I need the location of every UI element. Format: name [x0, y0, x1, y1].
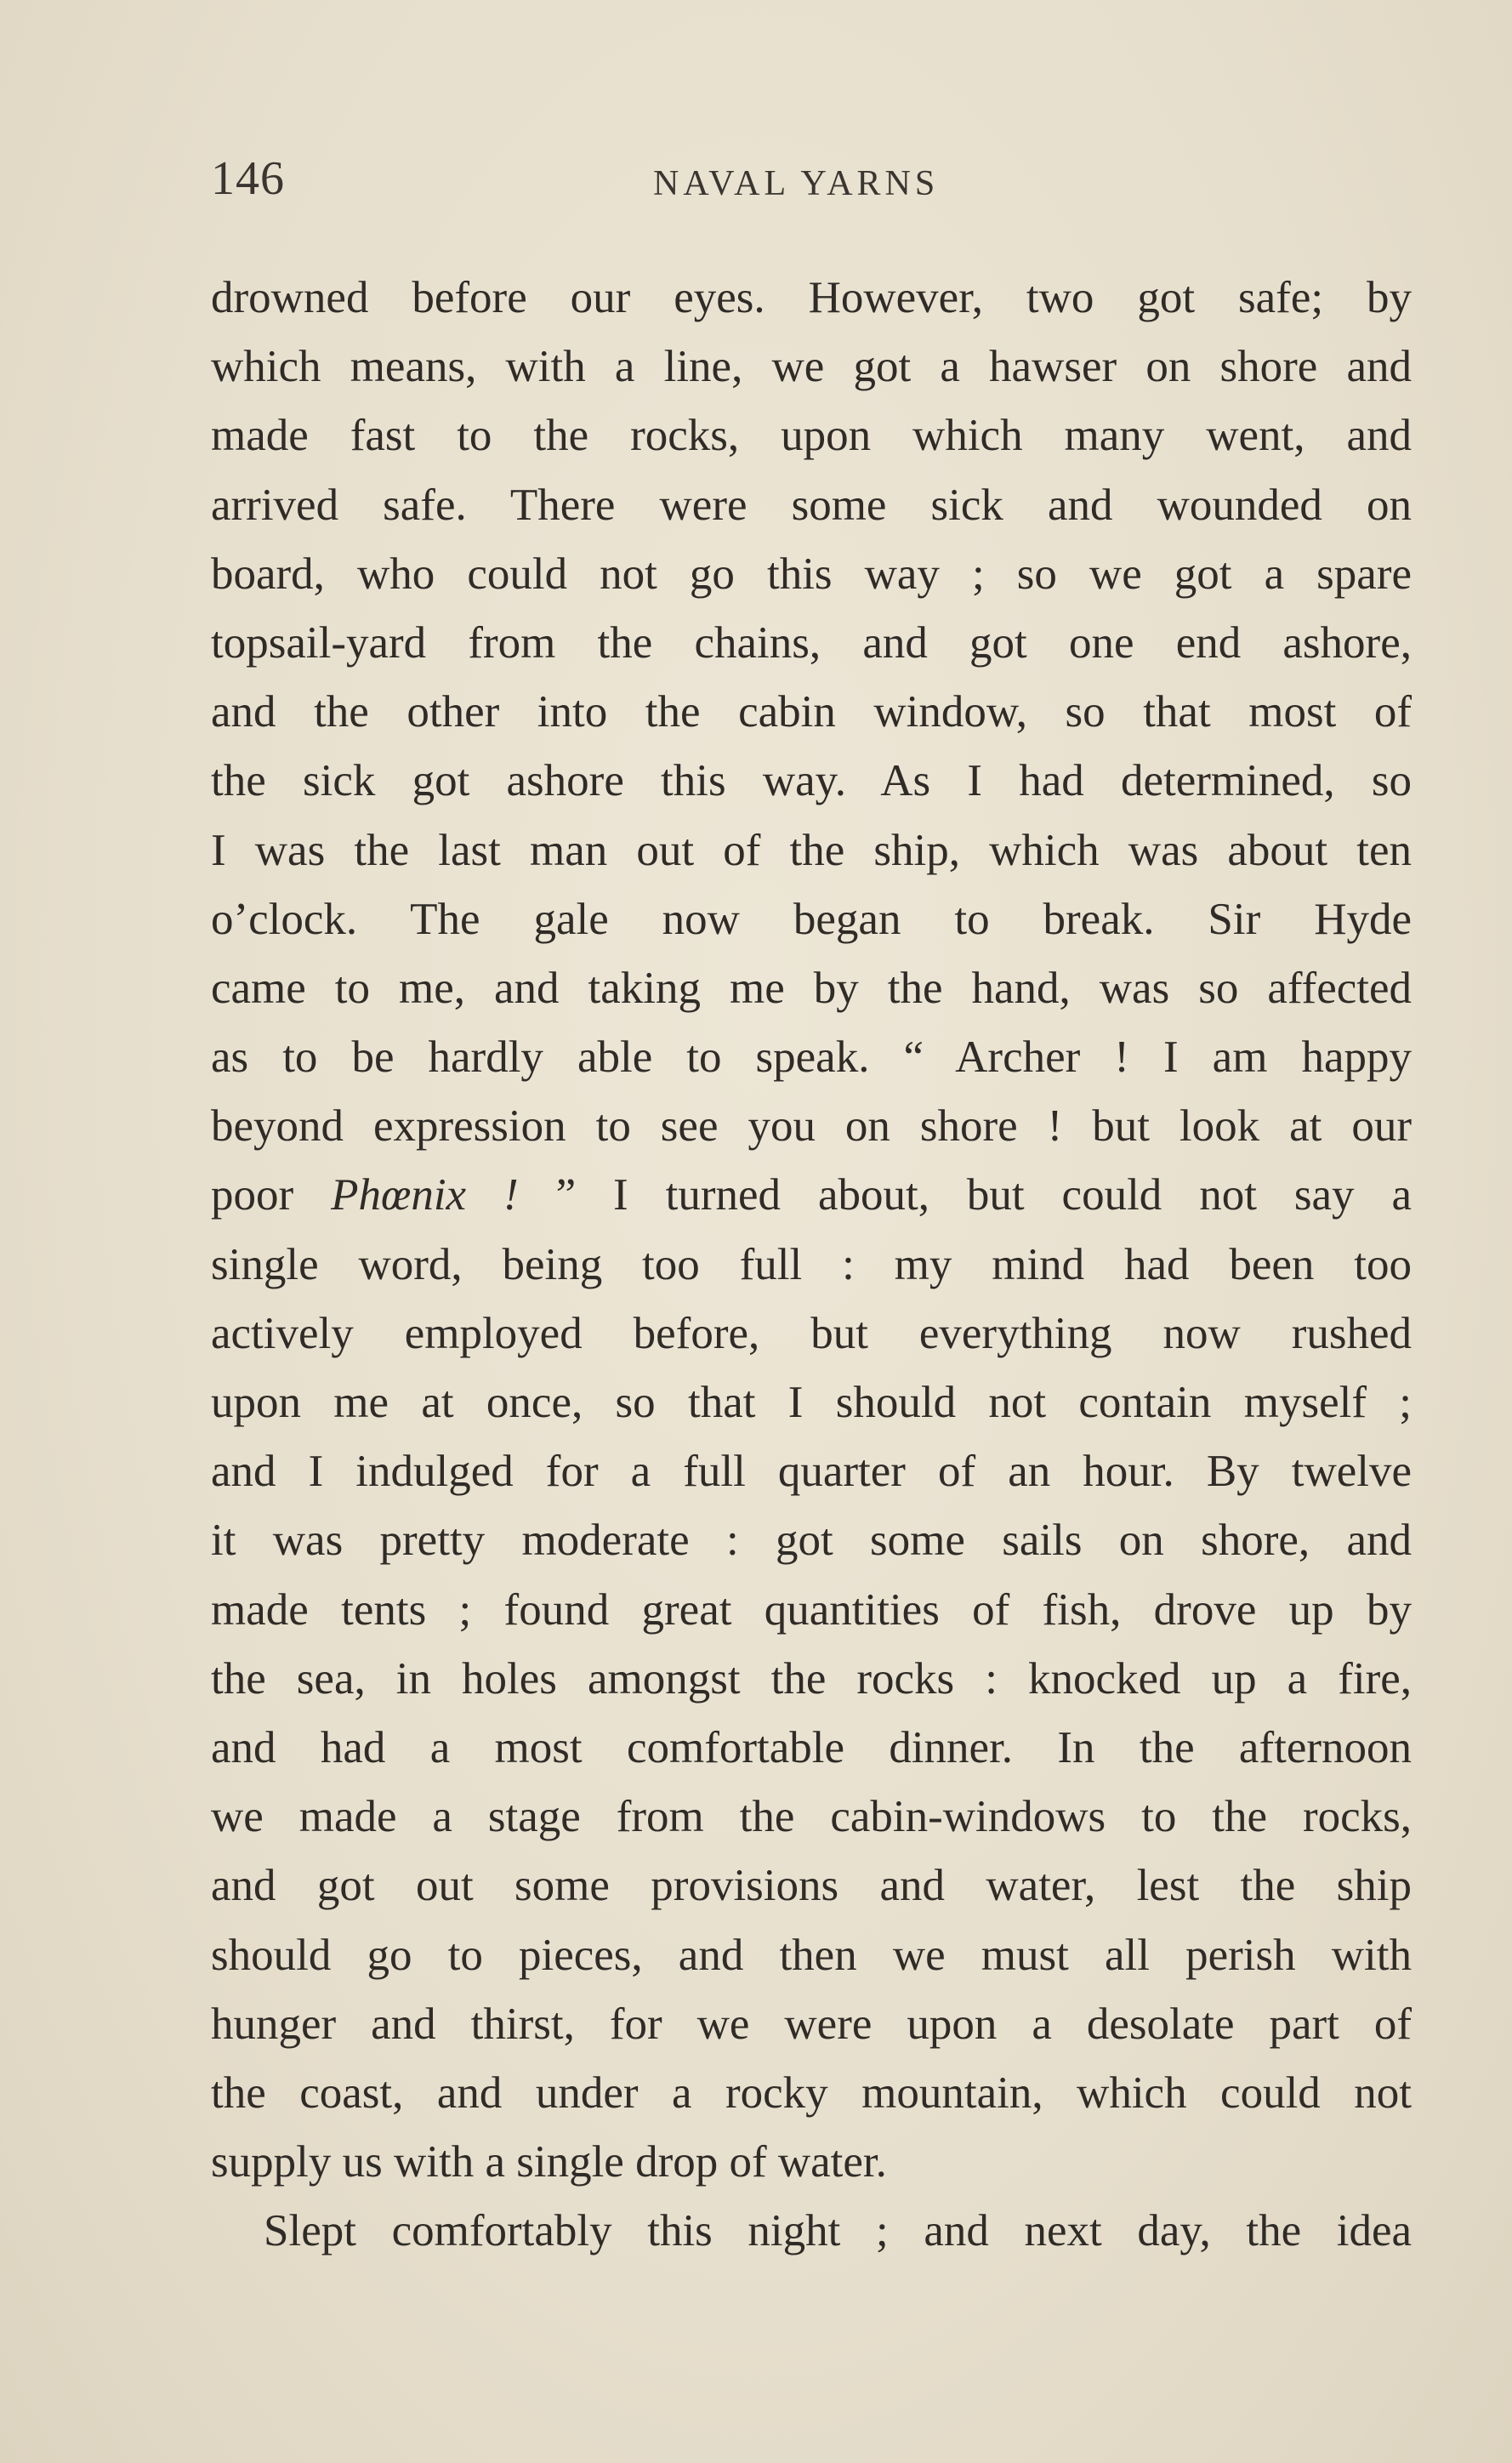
- text-line: the coast, and under a rocky mountain, which could not: [211, 2068, 1412, 2118]
- text-line: drowned before our eyes. However, two got safe; by: [211, 273, 1412, 322]
- running-title: NAVAL YARNS: [653, 164, 940, 203]
- text-line: board, who could not go this way ; so we got a spare: [211, 549, 1412, 599]
- text-line: topsail-yard from the chains, and got one end ashore,: [211, 617, 1412, 668]
- text-line: and the other into the cabin window, so that most of: [211, 687, 1412, 737]
- text-line: the sea, in holes amongst the rocks : knocked up a fire,: [211, 1653, 1412, 1704]
- text-line: and had a most comfortable dinner. In the afternoon: [211, 1722, 1412, 1772]
- page-header: [211, 151, 1410, 219]
- text-line: made fast to the rocks, upon which many went, and: [211, 411, 1412, 461]
- text-line: hunger and thirst, for we were upon a desolate part of: [211, 1999, 1412, 2049]
- text-segment: poor: [211, 1170, 332, 1220]
- text-line: and got out some provisions and water, lest the ship: [211, 1861, 1412, 1911]
- text-line: we made a stage from the cabin-windows to the rocks,: [211, 1792, 1412, 1842]
- text-line: as to be hardly able to speak. “ Archer ! I am happy: [211, 1032, 1412, 1083]
- text-line: o’clock. The gale now began to break. Sir Hyde: [211, 894, 1412, 944]
- text-line: Slept comfortably this night ; and next day, the idea: [264, 2206, 1412, 2256]
- text-line: single word, being too full : my mind had been too: [211, 1239, 1412, 1289]
- text-line: it was pretty moderate : got some sails on shore, and: [211, 1516, 1412, 1566]
- text-segment: ” I turned about, but could not say a: [518, 1170, 1412, 1220]
- text-line: actively employed before, but everything now rushed: [211, 1308, 1412, 1358]
- page-number: 146: [211, 152, 285, 205]
- text-line: upon me at once, so that I should not contain myself ;: [211, 1378, 1412, 1427]
- text-line: beyond expression to see you on shore ! but look at our: [211, 1101, 1412, 1152]
- text-line: I was the last man out of the ship, which was about ten: [211, 825, 1412, 875]
- ship-name-italic: Phœnix !: [331, 1170, 519, 1220]
- text-line: came to me, and taking me by the hand, was so affected: [211, 963, 1412, 1013]
- text-line: the sick got ashore this way. As I had determined, so: [211, 756, 1412, 806]
- body-text: [211, 264, 1412, 2266]
- text-line-with-italic: [211, 1161, 1412, 1230]
- text-line: made tents ; found great quantities of fish, drove up by: [211, 1584, 1412, 1635]
- text-line: arrived safe. There were some sick and wounded on: [211, 480, 1412, 530]
- text-line: and I indulged for a full quarter of an hour. By twelve: [211, 1447, 1412, 1497]
- text-line: should go to pieces, and then we must all perish with: [211, 1930, 1412, 1980]
- text-line: supply us with a single drop of water.: [211, 2137, 887, 2187]
- text-line: which means, with a line, we got a hawser on shore and: [211, 342, 1412, 392]
